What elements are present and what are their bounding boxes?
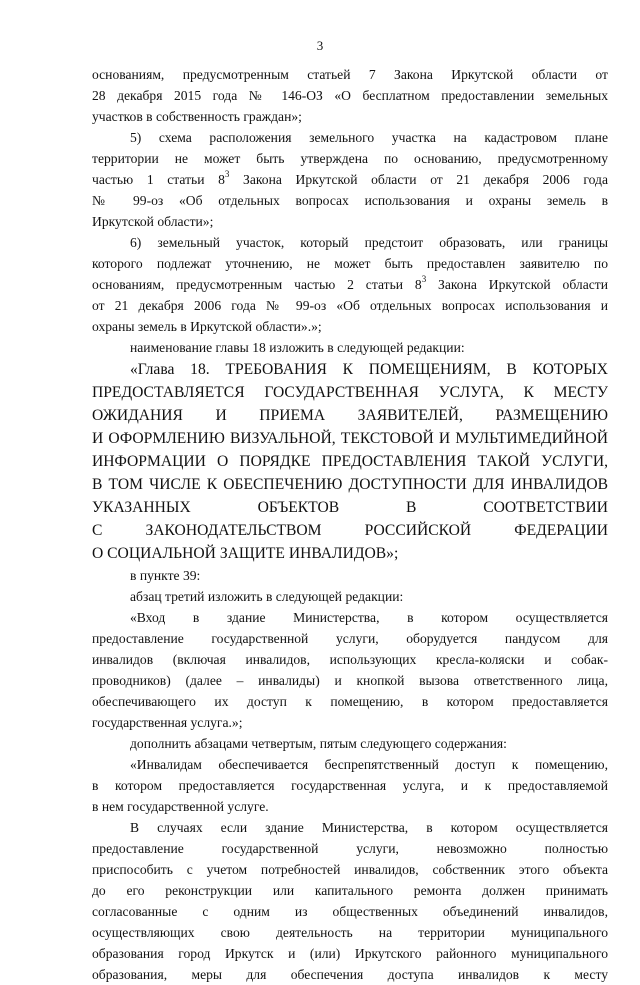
text-line — [92, 733, 608, 754]
text-line-main: «Вход в здание Министерства, в котором осуществляется — [130, 610, 608, 625]
text-line — [92, 295, 608, 316]
text-line — [92, 85, 608, 106]
text-line-main: инвалидов (включая инвалидов, использующих кресла-коляски и собак- — [92, 652, 608, 667]
text-line — [92, 450, 608, 473]
text-line-main: В случаях если здание Министерства, в котором осуществляется — [130, 820, 608, 835]
text-line-main: ИНФОРМАЦИИ О ПОРЯДКЕ ПРЕДОСТАВЛЕНИЯ ТАКОЙ УСЛУГИ, — [92, 453, 608, 470]
text-line-main: И ОФОРМЛЕНИЮ ВИЗУАЛЬНОЙ, ТЕКСТОВОЙ И МУЛЬТИМЕДИЙНОЙ — [92, 430, 608, 447]
text-line-main: 5) схема расположения земельного участка на кадастровом плане — [130, 130, 608, 145]
text-line-main: участков в собственность граждан»; — [92, 109, 302, 124]
text-line — [92, 211, 608, 232]
text-line — [92, 542, 608, 565]
text-line — [92, 901, 608, 922]
text-line — [92, 922, 608, 943]
text-line — [92, 775, 608, 796]
text-line — [92, 169, 608, 190]
text-line-rest: Закона Иркутской области от 21 декабря 2006 года — [229, 172, 608, 187]
document-body — [92, 64, 608, 985]
text-line-main: абзац третий изложить в следующей редакции: — [130, 589, 404, 604]
text-line — [92, 880, 608, 901]
text-line-main: согласованные с одним из общественных объединений инвалидов, — [92, 904, 608, 919]
text-line-main: № 99-оз «Об отдельных вопросах использования и охраны земель в — [92, 193, 608, 208]
text-line — [92, 496, 608, 519]
text-line — [92, 337, 608, 358]
text-line — [92, 274, 608, 295]
text-line-main: Иркутской области»; — [92, 214, 214, 229]
text-line — [92, 670, 608, 691]
text-line-main: территории не может быть утверждена по основанию, предусмотренному — [92, 151, 608, 166]
text-line-main: основаниям, предусмотренным частью 2 статьи 8 — [92, 277, 422, 292]
superscript: 3 — [224, 169, 230, 180]
text-line — [92, 232, 608, 253]
text-line-main: УКАЗАННЫХ ОБЪЕКТОВ В СООТВЕТСТВИИ — [92, 499, 608, 516]
text-line — [92, 628, 608, 649]
page-number: 3 — [316, 38, 324, 53]
text-line-main: от 21 декабря 2006 года № 99-оз «Об отдельных вопросах использования и — [92, 298, 608, 313]
text-line — [92, 148, 608, 169]
text-line — [92, 64, 608, 85]
text-line — [92, 838, 608, 859]
text-line — [92, 316, 608, 337]
text-line-main: образования город Иркутск и (или) Иркутского районного муниципального — [92, 946, 608, 961]
text-line-main: в котором предоставляется государственная услуга, и к предоставляемой — [92, 778, 608, 793]
text-line — [92, 586, 608, 607]
text-line — [92, 473, 608, 496]
text-line — [92, 712, 608, 733]
text-line-main: В ТОМ ЧИСЛЕ К ОБЕСПЕЧЕНИЮ ДОСТУПНОСТИ ДЛЯ ИНВАЛИДОВ — [92, 476, 608, 493]
text-line-main: «Инвалидам обеспечивается беспрепятственный доступ к помещению, — [130, 757, 608, 772]
text-line-main: ОЖИДАНИЯ И ПРИЕМА ЗАЯВИТЕЛЕЙ, РАЗМЕЩЕНИЮ — [92, 407, 608, 424]
text-line — [92, 859, 608, 880]
text-line — [92, 381, 608, 404]
text-line-main: охраны земель в Иркутской области».»; — [92, 319, 322, 334]
text-line-main: предоставление государственной услуги, невозможно полностью — [92, 841, 608, 856]
text-line-main: основаниям, предусмотренным статьей 7 Закона Иркутской области от — [92, 67, 608, 82]
text-line-main: которого подлежат уточнению, не может быть предоставлен заявителю по — [92, 256, 608, 271]
text-line-main: предоставление государственной услуги, оборудуется пандусом для — [92, 631, 608, 646]
text-line — [92, 106, 608, 127]
text-line — [92, 796, 608, 817]
text-line-rest: Закона Иркутской области — [426, 277, 608, 292]
text-line-main: О СОЦИАЛЬНОЙ ЗАЩИТЕ ИНВАЛИДОВ»; — [92, 545, 399, 562]
text-line — [92, 649, 608, 670]
text-line-main: 28 декабря 2015 года № 146-ОЗ «О бесплатном предоставлении земельных — [92, 88, 608, 103]
text-line-main: С ЗАКОНОДАТЕЛЬСТВОМ РОССИЙСКОЙ ФЕДЕРАЦИИ — [92, 522, 608, 539]
text-line — [92, 358, 608, 381]
text-line — [92, 404, 608, 427]
text-line-main: государственная услуга.»; — [92, 715, 243, 730]
text-line — [92, 190, 608, 211]
text-line-main: ПРЕДОСТАВЛЯЕТСЯ ГОСУДАРСТВЕННАЯ УСЛУГА, К МЕСТУ — [92, 384, 608, 401]
text-line-main: наименование главы 18 изложить в следующей редакции: — [130, 340, 465, 355]
text-line — [92, 253, 608, 274]
text-line-main: осуществляющих свою деятельность на территории муниципального — [92, 925, 608, 940]
text-line — [92, 427, 608, 450]
text-line-main: в нем государственной услуге. — [92, 799, 269, 814]
superscript: 3 — [421, 274, 427, 285]
text-line — [92, 565, 608, 586]
text-line — [92, 817, 608, 838]
text-line-main: дополнить абзацами четвертым, пятым следующего содержания: — [130, 736, 507, 751]
text-line — [92, 943, 608, 964]
text-line-main: «Глава 18. ТРЕБОВАНИЯ К ПОМЕЩЕНИЯМ, В КОТОРЫХ — [130, 361, 608, 378]
text-line-main: в пункте 39: — [130, 568, 201, 583]
text-line — [92, 519, 608, 542]
text-line-main: до его реконструкции или капитального ремонта должен принимать — [92, 883, 608, 898]
text-line-main: частью 1 статьи 8 — [92, 172, 225, 187]
text-line — [92, 754, 608, 775]
text-line — [92, 691, 608, 712]
text-line-main: 6) земельный участок, который предстоит образовать, или границы — [130, 235, 608, 250]
text-line — [92, 127, 608, 148]
text-line — [92, 607, 608, 628]
text-line — [92, 964, 608, 985]
text-line-main: обеспечивающего их доступ к помещению, в котором предоставляется — [92, 694, 608, 709]
text-line-main: образования, меры для обеспечения доступа инвалидов к месту — [92, 967, 608, 982]
text-line-main: проводников) (далее – инвалиды) и кнопкой вызова ответственного лица, — [92, 673, 608, 688]
text-line-main: приспособить с учетом потребностей инвалидов, собственник этого объекта — [92, 862, 608, 877]
